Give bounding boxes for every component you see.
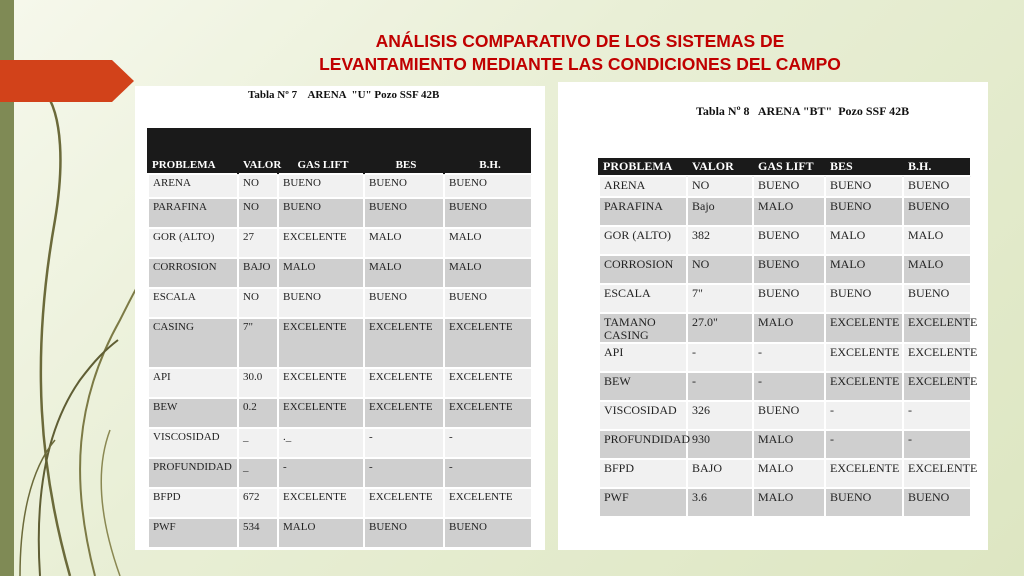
cell: MALO: [903, 255, 971, 284]
cell: EXCELENTE: [364, 398, 444, 428]
cell: MALO: [753, 459, 825, 488]
table-row: [599, 343, 971, 372]
cell: BUENO: [825, 176, 903, 197]
cell: EXCELENTE: [364, 368, 444, 398]
cell: MALO: [444, 228, 532, 258]
table-8-header-row: [599, 158, 971, 176]
cell: NO: [687, 176, 753, 197]
cell: NO: [238, 174, 278, 198]
column-header: VALOR: [243, 158, 282, 171]
cell: GOR (ALTO): [148, 228, 238, 258]
cell: NO: [687, 255, 753, 284]
cell: -: [825, 401, 903, 430]
cell: -: [687, 343, 753, 372]
cell: EXCELENTE: [278, 228, 364, 258]
cell: BUENO: [753, 401, 825, 430]
cell: ARENA: [599, 176, 687, 197]
cell: -: [753, 343, 825, 372]
cell: VISCOSIDAD: [148, 428, 238, 458]
column-header: BES: [830, 159, 853, 173]
table-row: [599, 459, 971, 488]
cell: BUENO: [903, 197, 971, 226]
cell: EXCELENTE: [825, 459, 903, 488]
table-row: [148, 288, 532, 318]
cell: BUENO: [278, 288, 364, 318]
cell: BUENO: [364, 174, 444, 198]
cell: BEW: [599, 372, 687, 401]
cell: 672: [238, 488, 278, 518]
cell: MALO: [825, 255, 903, 284]
cell: -: [278, 458, 364, 488]
cell: EXCELENTE: [444, 488, 532, 518]
cell: EXCELENTE: [825, 313, 903, 343]
table-row: [148, 174, 532, 198]
cell: MALO: [903, 226, 971, 255]
column-header: GAS LIFT: [758, 159, 814, 173]
cell: -: [444, 428, 532, 458]
cell: 27: [238, 228, 278, 258]
cell: -: [364, 458, 444, 488]
cell: BUENO: [364, 518, 444, 548]
cell: BFPD: [599, 459, 687, 488]
cell: 0.2: [238, 398, 278, 428]
cell: BEW: [148, 398, 238, 428]
cell: CORROSION: [148, 258, 238, 288]
cell: 27.0": [687, 313, 753, 343]
cell: EXCELENTE: [444, 368, 532, 398]
table-row: [148, 428, 532, 458]
cell: EXCELENTE: [903, 313, 971, 343]
cell: -: [825, 430, 903, 459]
cell: 7": [238, 318, 278, 368]
cell: ARENA: [148, 174, 238, 198]
cell: NO: [238, 288, 278, 318]
column-header: B.H.: [479, 158, 501, 171]
cell: PARAFINA: [148, 198, 238, 228]
column-header: GAS LIFT: [297, 158, 349, 171]
cell: BUENO: [825, 284, 903, 313]
column-header: VALOR: [692, 159, 734, 173]
cell: EXCELENTE: [278, 368, 364, 398]
table-row: [599, 197, 971, 226]
table-row: [599, 255, 971, 284]
cell: BUENO: [903, 176, 971, 197]
cell: 3.6: [687, 488, 753, 517]
table-row: [599, 226, 971, 255]
table-row: [599, 313, 971, 343]
table-row: [148, 228, 532, 258]
cell: BUENO: [444, 198, 532, 228]
cell: Bajo: [687, 197, 753, 226]
cell: 7": [687, 284, 753, 313]
cell: -: [903, 430, 971, 459]
table-row: [599, 176, 971, 197]
cell: EXCELENTE: [278, 398, 364, 428]
cell: BUENO: [753, 255, 825, 284]
cell: CORROSION: [599, 255, 687, 284]
cell: MALO: [753, 313, 825, 343]
cell: API: [148, 368, 238, 398]
cell: -: [753, 372, 825, 401]
table-8-panel: [558, 82, 988, 550]
cell: MALO: [444, 258, 532, 288]
table-row: [148, 198, 532, 228]
cell: BAJO: [687, 459, 753, 488]
cell: VISCOSIDAD: [599, 401, 687, 430]
table-row: [599, 372, 971, 401]
cell: BUENO: [278, 198, 364, 228]
cell: BUENO: [753, 284, 825, 313]
cell: EXCELENTE: [444, 318, 532, 368]
cell: ESCALA: [599, 284, 687, 313]
cell: EXCELENTE: [444, 398, 532, 428]
cell: BUENO: [444, 174, 532, 198]
cell: API: [599, 343, 687, 372]
cell: -: [687, 372, 753, 401]
cell: EXCELENTE: [278, 488, 364, 518]
cell: BUENO: [444, 288, 532, 318]
cell: 930: [687, 430, 753, 459]
table-row: [148, 368, 532, 398]
cell: ._: [278, 428, 364, 458]
cell: 30.0: [238, 368, 278, 398]
cell: EXCELENTE: [278, 318, 364, 368]
cell: MALO: [364, 228, 444, 258]
cell: -: [364, 428, 444, 458]
cell: BUENO: [364, 288, 444, 318]
cell: 382: [687, 226, 753, 255]
cell: PWF: [148, 518, 238, 548]
table-7-caption: Tabla Nº 7 ARENA "U" Pozo SSF 42B: [248, 89, 440, 101]
cell: MALO: [753, 197, 825, 226]
cell: BUENO: [753, 176, 825, 197]
table-row: [148, 488, 532, 518]
cell: BAJO: [238, 258, 278, 288]
table-row: [599, 430, 971, 459]
cell: BUENO: [753, 226, 825, 255]
cell: MALO: [278, 258, 364, 288]
cell: TAMANO CASING: [599, 313, 687, 343]
title-arrow-shape: [0, 60, 134, 102]
table-row: [599, 284, 971, 313]
cell: MALO: [364, 258, 444, 288]
column-header: B.H.: [908, 159, 932, 173]
cell: 534: [238, 518, 278, 548]
cell: BUENO: [825, 488, 903, 517]
table-7-panel: [135, 86, 545, 550]
cell: EXCELENTE: [825, 343, 903, 372]
cell: BUENO: [364, 198, 444, 228]
table-row: [148, 318, 532, 368]
cell: BUENO: [903, 488, 971, 517]
cell: ESCALA: [148, 288, 238, 318]
cell: BUENO: [444, 518, 532, 548]
table-7-header-row: [148, 156, 532, 174]
table-8-caption: Tabla Nº 8 ARENA "BT" Pozo SSF 42B: [696, 104, 910, 118]
column-header: BES: [395, 158, 417, 171]
cell: EXCELENTE: [903, 343, 971, 372]
cell: BUENO: [278, 174, 364, 198]
cell: PARAFINA: [599, 197, 687, 226]
cell: GOR (ALTO): [599, 226, 687, 255]
title-line-2: LEVANTAMIENTO MEDIANTE LAS CONDICIONES DEL CAMPO: [319, 54, 841, 74]
cell: _: [238, 428, 278, 458]
cell: PROFUNDIDAD: [599, 430, 687, 459]
cell: MALO: [278, 518, 364, 548]
cell: EXCELENTE: [364, 318, 444, 368]
cell: EXCELENTE: [903, 372, 971, 401]
table-row: [599, 401, 971, 430]
column-header: PROBLEMA: [152, 158, 216, 171]
cell: PROFUNDIDAD: [148, 458, 238, 488]
cell: -: [903, 401, 971, 430]
table-row: [148, 398, 532, 428]
cell: EXCELENTE: [903, 459, 971, 488]
title-line-1: ANÁLISIS COMPARATIVO DE LOS SISTEMAS DE: [375, 31, 785, 51]
table-row: [148, 258, 532, 288]
cell: 326: [687, 401, 753, 430]
page-title: [150, 30, 1024, 76]
cell: CASING: [148, 318, 238, 368]
cell: PWF: [599, 488, 687, 517]
cell: MALO: [825, 226, 903, 255]
cell: _: [238, 458, 278, 488]
table-row: [148, 518, 532, 548]
cell: BFPD: [148, 488, 238, 518]
table-row: [599, 488, 971, 517]
table-7: [147, 156, 533, 549]
cell: NO: [238, 198, 278, 228]
cell: MALO: [753, 488, 825, 517]
cell: BUENO: [825, 197, 903, 226]
table-row: [148, 458, 532, 488]
table-8: [598, 158, 978, 518]
cell: EXCELENTE: [825, 372, 903, 401]
cell: EXCELENTE: [364, 488, 444, 518]
cell: -: [444, 458, 532, 488]
cell: BUENO: [903, 284, 971, 313]
cell: MALO: [753, 430, 825, 459]
column-header: PROBLEMA: [603, 159, 673, 173]
